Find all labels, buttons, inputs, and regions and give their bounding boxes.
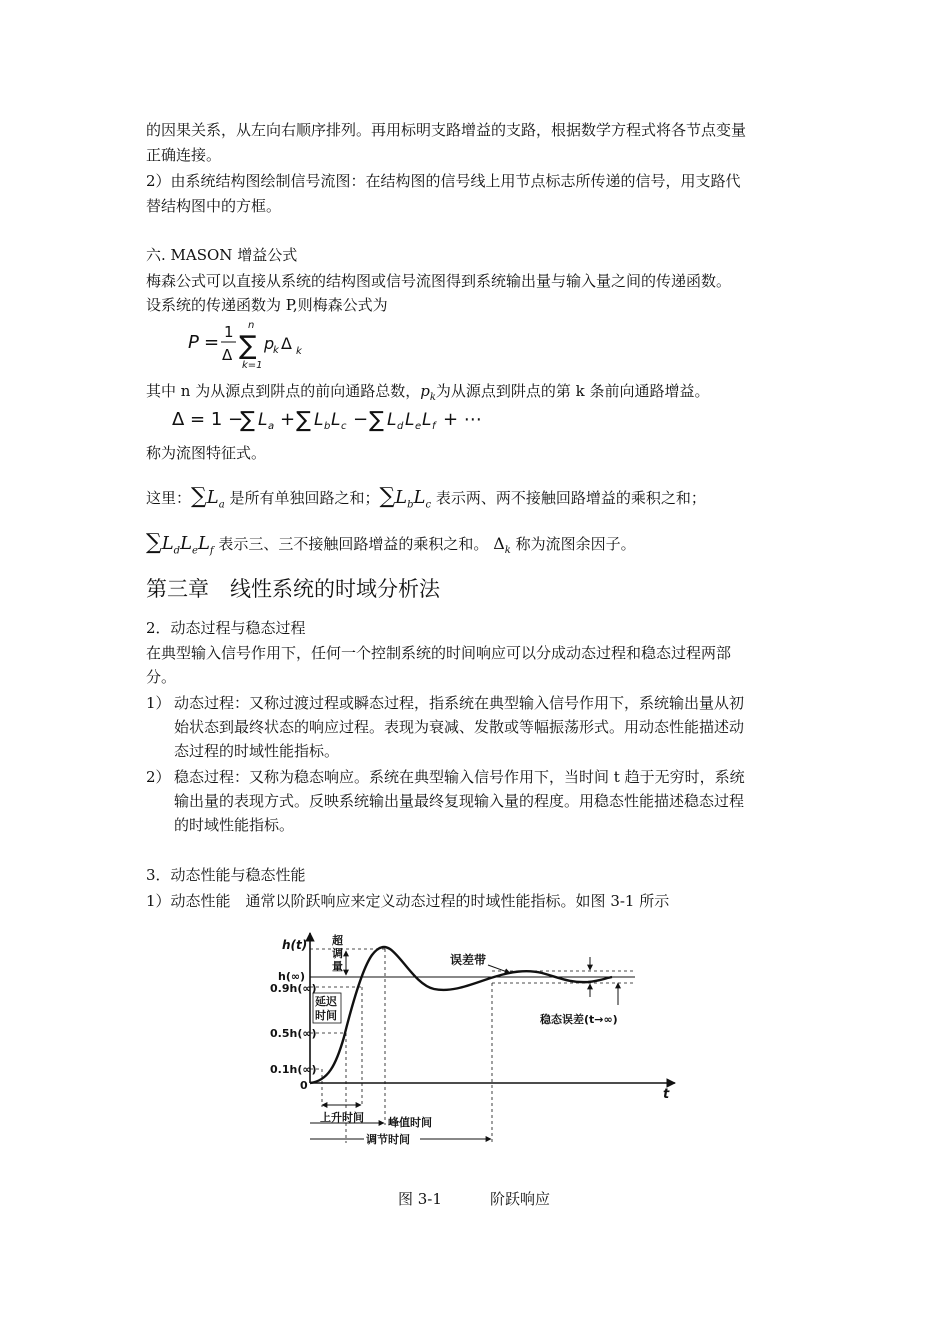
overshoot-label: 超	[332, 934, 343, 947]
svg-text:p: p	[264, 334, 275, 353]
svg-text:Δ: Δ	[281, 334, 292, 353]
svg-text:∑: ∑	[369, 408, 384, 433]
tick-label: 0.5h(∞)	[270, 1027, 317, 1040]
text-line: 态过程的时域性能指标。	[174, 742, 340, 760]
svg-text:d: d	[397, 421, 404, 432]
svg-text:L: L	[331, 410, 341, 430]
error-band-label: 误差带	[450, 953, 487, 967]
svg-text:Δ: Δ	[222, 346, 233, 364]
svg-text:+ ⋯: + ⋯	[443, 409, 482, 430]
chapter-title: 第三章 线性系统的时域分析法	[146, 577, 440, 601]
text-line: 正确连接。	[146, 146, 222, 164]
text-line: 设系统的传递函数为 P,则梅森公式为	[146, 296, 388, 314]
y-axis-label: h(t)	[282, 938, 308, 952]
text-line: 稳态过程：又称为稳态响应。系统在典型输入信号作用下，当时间 t 趋于无穷时，系统	[174, 768, 745, 786]
svg-text:n: n	[248, 320, 255, 331]
svg-text:∑: ∑	[239, 331, 257, 361]
text-fragment: 称为流图余因子。	[515, 535, 636, 553]
tick-label: 0	[300, 1079, 308, 1092]
delay-label: 延迟	[315, 995, 337, 1008]
text-line: 2）由系统结构图绘制信号流图：在结构图的信号线上用节点标志所传递的信号，用支路代	[146, 172, 741, 190]
step-response-figure	[270, 925, 690, 1160]
mason-formula	[186, 318, 326, 374]
text-fragment: 其中 n 为从源点到阱点的前向通路总数，	[146, 382, 421, 400]
svg-text:1: 1	[224, 323, 234, 341]
svg-text:L: L	[422, 410, 432, 430]
sum-symbol: ∑	[191, 484, 207, 509]
text-fragment: 表示两、两不接触回路增益的乘积之和；	[435, 489, 706, 507]
text-line: 称为流图特征式。	[146, 444, 267, 462]
math-LdLeLf: $L_dL_eL_f$	[161, 533, 214, 557]
text-line: 始状态到最终状态的响应过程。表现为衰减、发散或等幅振荡形式。用动态性能描述动	[174, 718, 745, 736]
text-line: 动态过程：又称过渡过程或瞬态过程，指系统在典型输入信号作用下，系统输出量从初	[174, 694, 745, 712]
svg-text:L: L	[314, 410, 324, 430]
overshoot-label: 量	[332, 960, 343, 973]
caption-number: 图 3-1	[398, 1190, 442, 1208]
peak-time-label: 峰值时间	[388, 1116, 432, 1129]
settling-time-label: 调节时间	[366, 1133, 410, 1146]
svg-text:Δ = 1 −: Δ = 1 −	[172, 409, 244, 430]
rise-time-label: 上升时间	[320, 1111, 364, 1124]
text-line: 1）动态性能 通常以阶跃响应来定义动态过程的时域性能指标。如图 3-1 所示	[146, 892, 670, 910]
svg-text:k: k	[296, 346, 302, 357]
error-band-pointer	[488, 965, 510, 973]
text-line: 的时域性能指标。	[174, 816, 295, 834]
svg-text:+: +	[280, 409, 296, 430]
overshoot-label: 调	[332, 947, 343, 960]
section-title: 2．动态过程与稳态过程	[146, 619, 306, 637]
ss-error-label: 稳态误差(t→∞)	[540, 1013, 618, 1026]
svg-text:e: e	[415, 421, 422, 432]
text-line	[146, 530, 636, 565]
tick-label: 0.1h(∞)	[270, 1063, 317, 1076]
list-number: 2）	[146, 768, 171, 786]
delta-formula	[170, 402, 510, 436]
svg-text:c: c	[341, 421, 347, 432]
svg-text:k=1: k=1	[242, 360, 263, 371]
list-number: 1）	[146, 694, 171, 712]
tick-label: 0.9h(∞)	[270, 982, 317, 995]
text-line: 梅森公式可以直接从系统的结构图或信号流图得到系统输出量与输入量之间的传递函数。	[146, 272, 732, 290]
svg-text:b: b	[324, 421, 331, 432]
section-title: 3．动态性能与稳态性能	[146, 866, 306, 884]
text-line	[146, 484, 706, 519]
svg-text:L: L	[405, 410, 415, 430]
svg-text:f: f	[432, 421, 436, 432]
text-line: 在典型输入信号作用下，任何一个控制系统的时间响应可以分成动态过程和稳态过程两部	[146, 644, 732, 662]
svg-text:k: k	[273, 345, 279, 356]
caption-text: 阶跃响应	[489, 1190, 550, 1208]
svg-text:P: P	[188, 332, 199, 353]
math-La: $L_a$	[206, 487, 225, 511]
x-axis-label: t	[663, 1087, 670, 1102]
text-line: 的因果关系，从左向右顺序排列。再用标明支路增益的支路，根据数学方程式将各节点变量	[146, 121, 747, 139]
delay-label: 时间	[315, 1009, 337, 1022]
svg-text:−: −	[353, 409, 369, 430]
sum-symbol: ∑	[379, 484, 396, 509]
svg-text:a: a	[268, 421, 275, 432]
math-pk: $p_k$	[420, 382, 436, 403]
text-fragment: 表示三、三不接触回路增益的乘积之和。	[218, 535, 489, 553]
text-line: 分。	[146, 668, 177, 686]
figure-caption	[398, 1188, 550, 1209]
text-line: 输出量的表现方式。反映系统输出量最终复现输入量的程度。用稳态性能描述稳态过程	[174, 792, 745, 810]
text-line: 替结构图中的方框。	[146, 197, 282, 215]
math-delta-k: $\Delta_k$	[493, 534, 511, 557]
svg-text:∑: ∑	[240, 408, 255, 433]
tick-label: h(∞)	[278, 970, 306, 983]
svg-text:L: L	[258, 410, 268, 430]
sum-symbol: ∑	[146, 530, 162, 555]
svg-text:=: =	[204, 332, 220, 353]
text-fragment: 为从源点到阱点的第 k 条前向通路增益。	[435, 382, 710, 400]
math-LbLc: $L_bL_c$	[395, 487, 432, 511]
section-title: 六. MASON 增益公式	[146, 246, 298, 264]
svg-text:L: L	[387, 410, 397, 430]
text-fragment: 是所有单独回路之和；	[229, 489, 380, 507]
text-fragment: 这里：	[146, 489, 192, 507]
svg-text:∑: ∑	[296, 408, 311, 433]
